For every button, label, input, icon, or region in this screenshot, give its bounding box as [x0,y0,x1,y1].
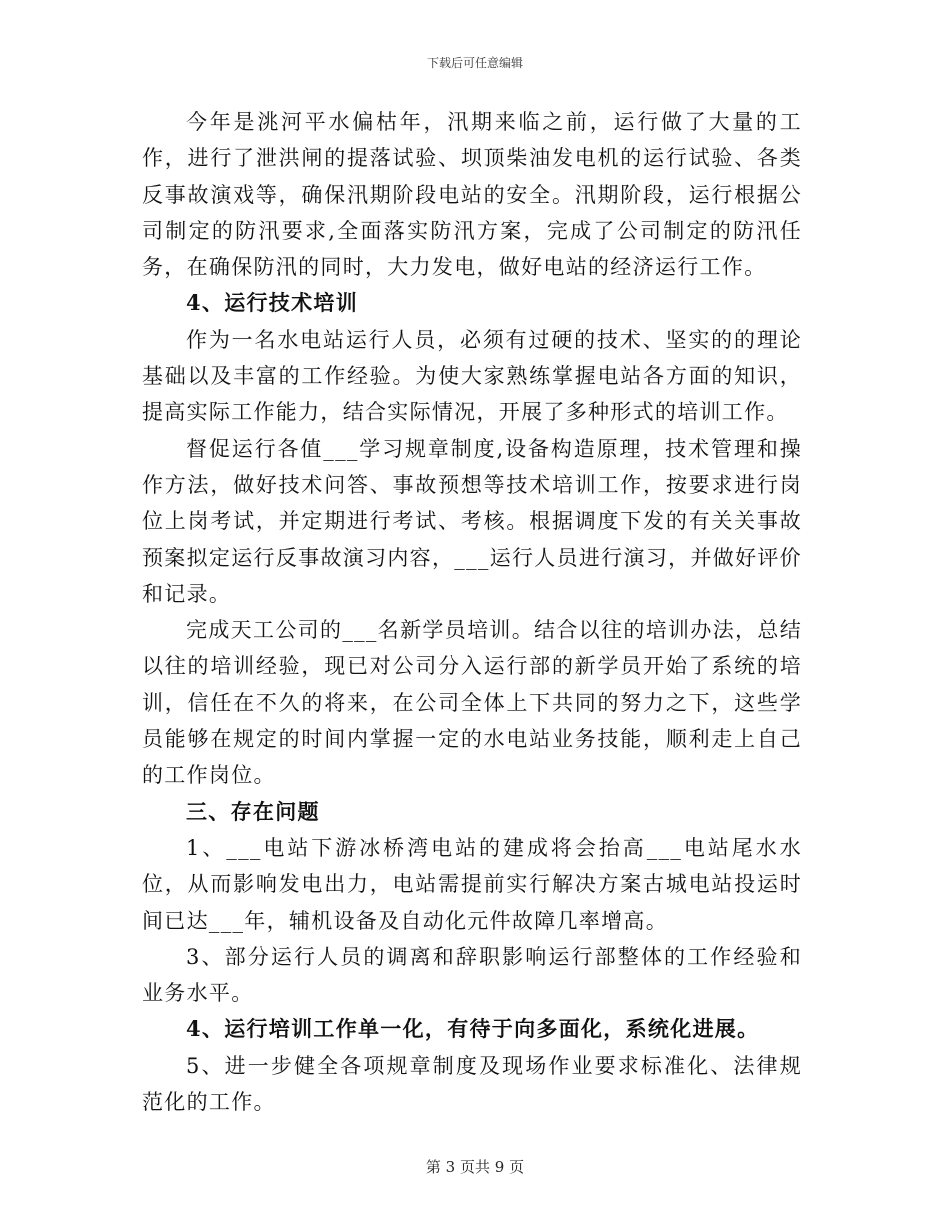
page-number: 第 3 页共 9 页 [425,1158,525,1176]
problem-item-3: 3、部分运行人员的调离和辞职影响运行部整体的工作经验和业务水平。 [142,944,802,1006]
problem-item-4: 4、运行培训工作单一化，有待于向多面化，系统化进展。 [186,1016,760,1042]
problem-item-1: 1、___电站下游冰桥湾电站的建成将会抬高___电站尾水水位，从而影响发电出力，电站需提前实行解决方案古城电站投运时间已达___年，辅机设备及自动化元件故障几率增高。 [142,835,802,933]
paragraph-flood-season: 今年是洮河平水偏枯年，汛期来临之前，运行做了大量的工作，进行了泄洪闸的提落试验、坝顶柴油发电机的运行试验、各类反事故演戏等，确保汛期阶段电站的安全。汛期阶段，运行根据公司制定的防汛要求,全面落实防汛方案，完成了公司制定的防汛任务，在确保防汛的同时，大力发电，做好电站的经济运行工作。 [142,110,802,280]
heading-training: 4、运行技术培训 [186,290,359,316]
document-body [142,104,802,1120]
paragraph-training-intro: 作为一名水电站运行人员，必须有过硬的技术、坚实的的理论基础以及丰富的工作经验。为使大家熟练掌握电站各方面的知识，提高实际工作能力，结合实际情况，开展了多种形式的培训工作。 [142,327,802,425]
paragraph-new-trainees: 完成天工公司的___名新学员培训。结合以往的培训办法，总结以往的培训经验，现已对公司分入运行部的新学员开始了系统的培训，信任在不久的将来，在公司全体上下共同的努力之下，这些学员能够在规定的时间内掌握一定的水电站业务技能，顺利走上自己的工作岗位。 [142,618,802,788]
page-header: 下载后可任意编辑 [426,56,523,70]
heading-problems: 三、存在问题 [186,798,320,824]
paragraph-training-supervision: 督促运行各值___学习规章制度,设备构造原理，技术管理和操作方法，做好技术问答、事故预想等技术培训工作，按要求进行岗位上岗考试，并定期进行考试、考核。根据调度下发的有关关事故预案拟定运行反事故演习内容，___运行人员进行演习，并做好评价和记录。 [142,436,802,606]
problem-item-5: 5、进一步健全各项规章制度及现场作业要求标准化、法律规范化的工作。 [142,1053,802,1115]
